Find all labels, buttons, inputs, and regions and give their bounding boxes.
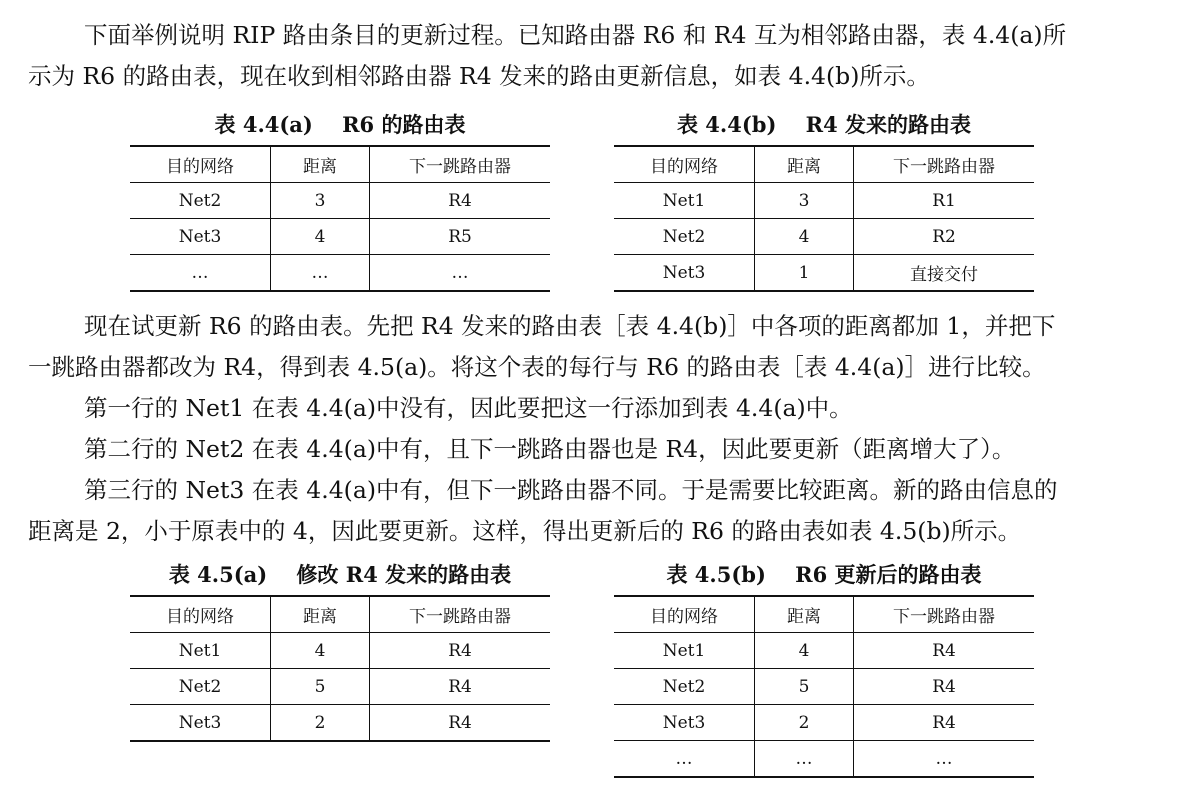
cell-next-hop: R4 <box>854 633 1035 669</box>
table-4-4b-caption: 表 4.4(b) R4 发来的路由表 <box>676 112 972 137</box>
header-destination: 目的网络 <box>130 596 271 633</box>
step-line-1: 现在试更新 R6 的路由表。先把 R4 发来的路由表［表 4.4(b)］中各项的距离都加 1，并把下 <box>84 312 1056 340</box>
header-distance: 距离 <box>755 146 854 183</box>
step-line-2: 一跳路由器都改为 R4，得到表 4.5(a)。将这个表的每行与 R6 的路由表［表 4.4(a)］进行比较。 <box>28 353 1046 381</box>
table-header-row <box>130 596 550 633</box>
header-next-hop: 下一跳路由器 <box>370 146 551 183</box>
table-4-4b <box>614 145 1034 292</box>
cell-distance: 2 <box>755 705 854 741</box>
cell-distance: … <box>755 741 854 778</box>
table-row <box>130 669 550 705</box>
cell-distance: 4 <box>271 219 370 255</box>
cell-distance: … <box>271 255 370 292</box>
row2-note: 第二行的 Net2 在表 4.4(a)中有，且下一跳路由器也是 R4，因此要更新（距离增大了）。 <box>84 435 1016 463</box>
cell-next-hop: R2 <box>854 219 1035 255</box>
cell-distance: 4 <box>271 633 370 669</box>
table-4-5b <box>614 595 1034 778</box>
header-next-hop: 下一跳路由器 <box>854 596 1035 633</box>
intro-paragraph <box>28 15 1153 97</box>
cell-next-hop: R4 <box>854 705 1035 741</box>
table-row <box>614 183 1034 219</box>
cell-destination: Net1 <box>614 633 755 669</box>
table-4-4a-caption: 表 4.4(a) R6 的路由表 <box>214 112 466 137</box>
cell-destination: Net2 <box>614 669 755 705</box>
header-next-hop: 下一跳路由器 <box>370 596 551 633</box>
header-destination: 目的网络 <box>130 146 271 183</box>
cell-next-hop: … <box>854 741 1035 778</box>
cell-distance: 5 <box>271 669 370 705</box>
cell-distance: 4 <box>755 633 854 669</box>
table-row <box>614 669 1034 705</box>
table-header-row <box>130 146 550 183</box>
cell-next-hop: R4 <box>370 669 551 705</box>
cell-destination: … <box>614 741 755 778</box>
header-distance: 距离 <box>271 596 370 633</box>
cell-next-hop: 直接交付 <box>854 255 1035 292</box>
table-4-4a <box>130 145 550 292</box>
table-row <box>130 219 550 255</box>
header-distance: 距离 <box>755 596 854 633</box>
header-destination: 目的网络 <box>614 146 755 183</box>
cell-destination: Net3 <box>130 705 271 742</box>
table-4-5b-caption: 表 4.5(b) R6 更新后的路由表 <box>666 562 982 587</box>
cell-distance: 2 <box>271 705 370 742</box>
cell-distance: 4 <box>755 219 854 255</box>
table-row <box>130 633 550 669</box>
cell-distance: 3 <box>271 183 370 219</box>
steps-paragraph <box>28 306 1153 552</box>
cell-destination: Net2 <box>614 219 755 255</box>
table-4-5a <box>130 595 550 742</box>
cell-destination: Net2 <box>130 669 271 705</box>
cell-distance: 5 <box>755 669 854 705</box>
cell-distance: 3 <box>755 183 854 219</box>
cell-destination: Net3 <box>130 219 271 255</box>
cell-next-hop: R4 <box>370 633 551 669</box>
header-distance: 距离 <box>271 146 370 183</box>
row3-line-2: 距离是 2，小于原表中的 4，因此要更新。这样，得出更新后的 R6 的路由表如表 4.5(b)所示。 <box>28 517 1022 545</box>
table-row <box>130 255 550 292</box>
cell-next-hop: R5 <box>370 219 551 255</box>
table-row <box>130 705 550 742</box>
cell-distance: 1 <box>755 255 854 292</box>
table-row <box>614 741 1034 778</box>
table-row <box>614 255 1034 292</box>
cell-destination: Net2 <box>130 183 271 219</box>
row1-note: 第一行的 Net1 在表 4.4(a)中没有，因此要把这一行添加到表 4.4(a)中。 <box>84 394 853 422</box>
intro-line-2: 示为 R6 的路由表，现在收到相邻路由器 R4 发来的路由更新信息，如表 4.4(b)所示。 <box>28 62 930 90</box>
table-4-5a-caption: 表 4.5(a) 修改 R4 发来的路由表 <box>168 562 512 587</box>
cell-next-hop: R4 <box>370 183 551 219</box>
table-row <box>614 633 1034 669</box>
cell-next-hop: R4 <box>854 669 1035 705</box>
row3-line-1: 第三行的 Net3 在表 4.4(a)中有，但下一跳路由器不同。于是需要比较距离。新的路由信息的 <box>84 476 1058 504</box>
cell-destination: Net1 <box>614 183 755 219</box>
cell-next-hop: R1 <box>854 183 1035 219</box>
header-destination: 目的网络 <box>614 596 755 633</box>
header-next-hop: 下一跳路由器 <box>854 146 1035 183</box>
cell-destination: Net1 <box>130 633 271 669</box>
cell-destination: Net3 <box>614 255 755 292</box>
intro-line-1: 下面举例说明 RIP 路由条目的更新过程。已知路由器 R6 和 R4 互为相邻路由器，表 4.4(a)所 <box>84 21 1067 49</box>
cell-next-hop: R4 <box>370 705 551 742</box>
cell-destination: Net3 <box>614 705 755 741</box>
table-header-row <box>614 596 1034 633</box>
cell-next-hop: … <box>370 255 551 292</box>
cell-destination: … <box>130 255 271 292</box>
table-row <box>130 183 550 219</box>
table-header-row <box>614 146 1034 183</box>
table-row <box>614 219 1034 255</box>
table-row <box>614 705 1034 741</box>
